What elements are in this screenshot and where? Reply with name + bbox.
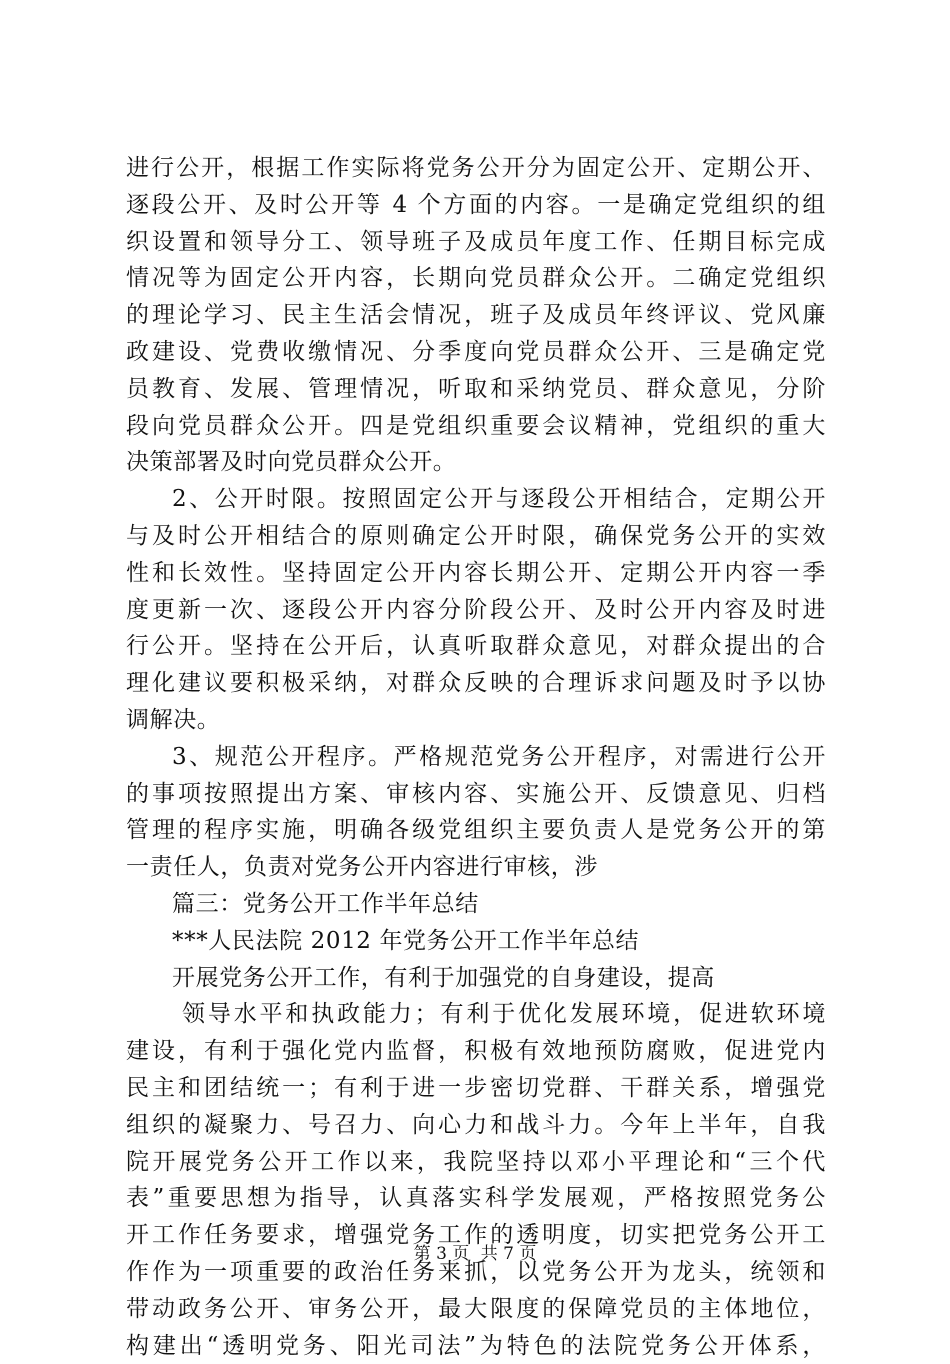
text-line: 员教育、发展、管理情况，听取和采纳党员、群众意见，分阶 [126, 371, 826, 408]
text-line: 调解决。 [126, 702, 826, 739]
text-line: 开工作任务要求，增强党务工作的透明度，切实把党务公开工 [126, 1217, 826, 1254]
text-line: 段向党员群众公开。四是党组织重要会议精神，党组织的重大 [126, 408, 826, 445]
page-footer [0, 1243, 950, 1265]
body-text [126, 150, 826, 1364]
text-line: 理化建议要积极采纳，对群众反映的合理诉求问题及时予以协 [126, 665, 826, 702]
text-line: 组织的凝聚力、号召力、向心力和战斗力。今年上半年，自我 [126, 1107, 826, 1144]
section-heading: 篇三：党务公开工作半年总结 [126, 886, 826, 923]
text-line: 度更新一次、逐段公开内容分阶段公开、及时公开内容及时进 [126, 592, 826, 629]
text-line: 构建出“透明党务、阳光司法”为特色的法院党务公开体系， [126, 1328, 826, 1364]
text-line: 逐段公开、及时公开等 4 个方面的内容。一是确定党组织的组 [126, 187, 826, 224]
text-line: 织设置和领导分工、领导班子及成员年度工作、任期目标完成 [126, 224, 826, 261]
text-line: 的事项按照提出方案、审核内容、实施公开、反馈意见、归档 [126, 776, 826, 813]
text-line: 一责任人，负责对党务公开内容进行审核，涉 [126, 849, 826, 886]
text-line: 管理的程序实施，明确各级党组织主要负责人是党务公开的第 [126, 812, 826, 849]
text-line: 民主和团结统一；有利于进一步密切党群、干群关系，增强党 [126, 1070, 826, 1107]
text-line: 与及时公开相结合的原则确定公开时限，确保党务公开的实效 [126, 518, 826, 555]
text-line: 作作为一项重要的政治任务来抓，以党务公开为龙头，统领和 [126, 1254, 826, 1291]
document-title: ***人民法院 2012 年党务公开工作半年总结 [126, 923, 826, 960]
text-line: 2、公开时限。按照固定公开与逐段公开相结合，定期公开 [126, 481, 826, 518]
text-line: 情况等为固定公开内容，长期向党员群众公开。二确定党组织 [126, 260, 826, 297]
text-line: 进行公开，根据工作实际将党务公开分为固定公开、定期公开、 [126, 150, 826, 187]
text-line: 行公开。坚持在公开后，认真听取群众意见，对群众提出的合 [126, 628, 826, 665]
text-line: 院开展党务公开工作以来，我院坚持以邓小平理论和“三个代 [126, 1144, 826, 1181]
text-line: 表”重要思想为指导，认真落实科学发展观，严格按照党务公 [126, 1180, 826, 1217]
text-line: 的理论学习、民主生活会情况，班子及成员年终评议、党风廉 [126, 297, 826, 334]
text-line: 领导水平和执政能力；有利于优化发展环境，促进软环境 [126, 996, 826, 1033]
text-line: 建设，有利于强化党内监督，积极有效地预防腐败，促进党内 [126, 1033, 826, 1070]
text-line: 3、规范公开程序。严格规范党务公开程序，对需进行公开 [126, 739, 826, 776]
text-line: 决策部署及时向党员群众公开。 [126, 444, 826, 481]
page-total: 共 7 页 [481, 1244, 537, 1264]
page-number: 第 3 页 [414, 1244, 470, 1264]
text-line: 带动政务公开、审务公开，最大限度的保障党员的主体地位， [126, 1291, 826, 1328]
text-line: 性和长效性。坚持固定公开内容长期公开、定期公开内容一季 [126, 555, 826, 592]
text-line: 开展党务公开工作，有利于加强党的自身建设，提高 [126, 960, 826, 997]
text-line: 政建设、党费收缴情况、分季度向党员群众公开、三是确定党 [126, 334, 826, 371]
